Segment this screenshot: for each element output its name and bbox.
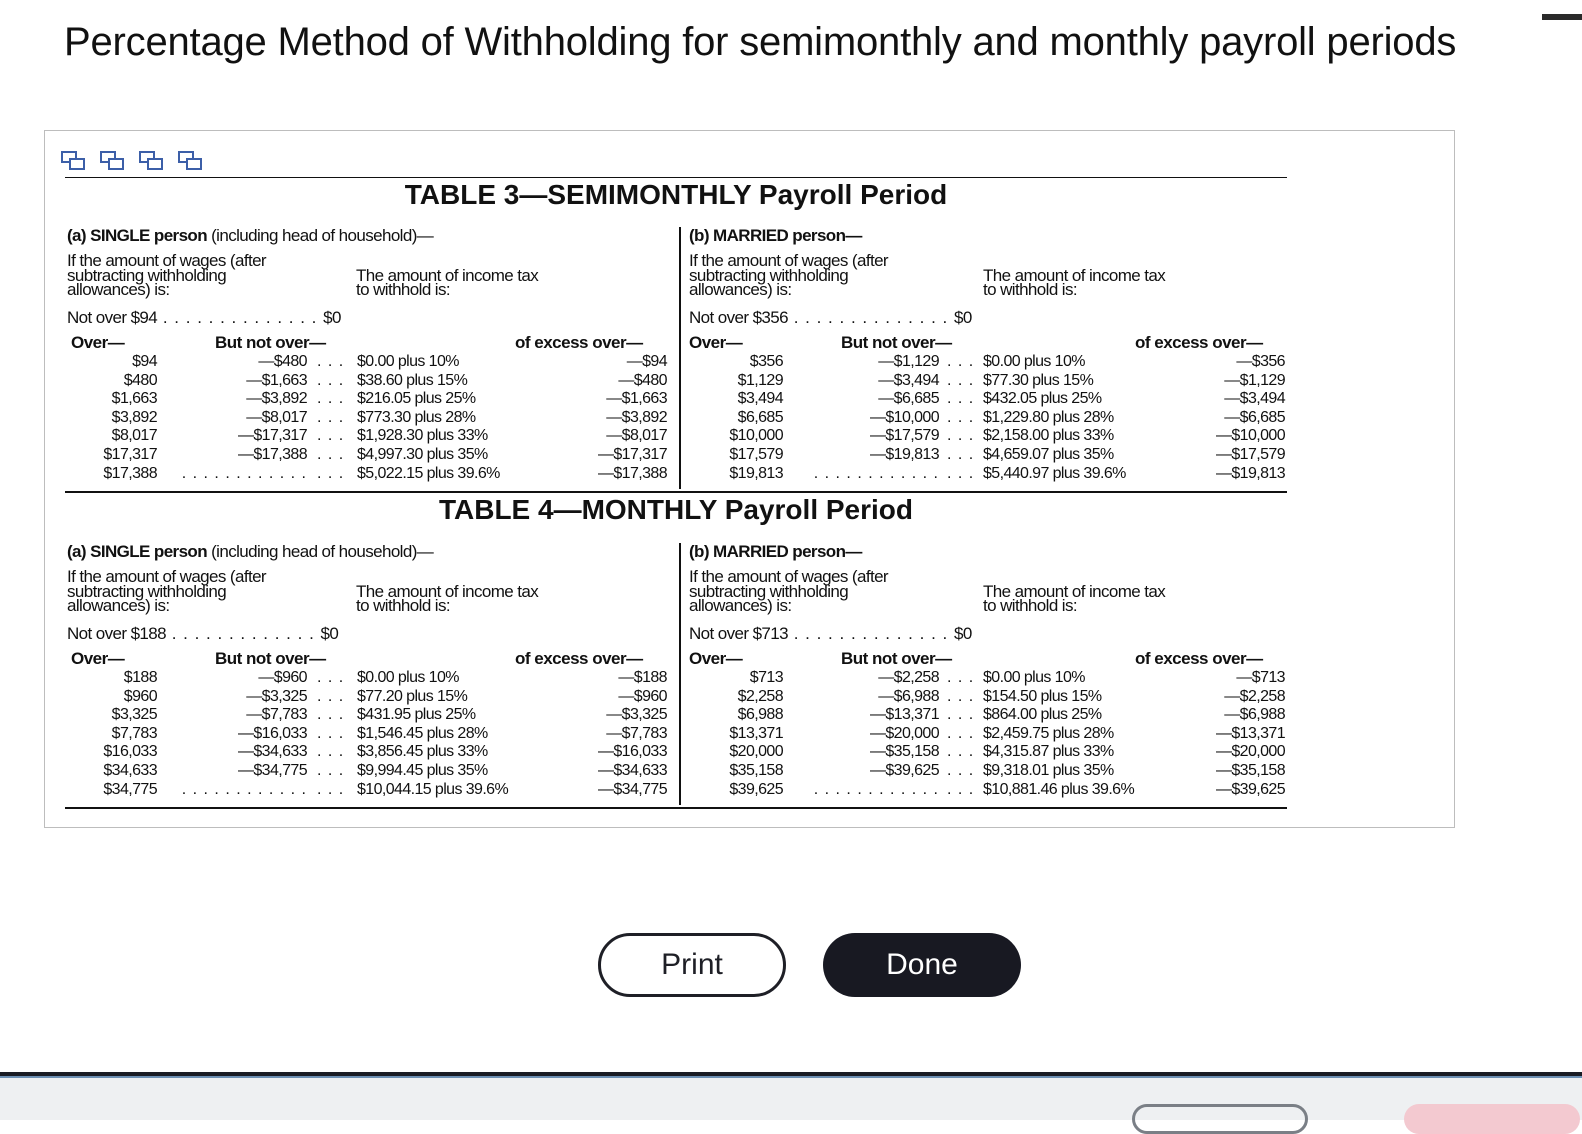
popout-icon[interactable] xyxy=(100,151,126,173)
wages-label-l2: subtracting withholding xyxy=(689,266,849,285)
table3-bottom-rule xyxy=(65,491,1287,493)
single-heading: (a) SINGLE person (including head of household)— xyxy=(67,226,434,245)
col-over-header: Over— xyxy=(689,649,743,668)
wages-label-l2: subtracting withholding xyxy=(67,266,227,285)
excess-column: —$713 —$2,258 —$6,988 —$13,371 —$20,000 —$35,158 —$39,625 xyxy=(1215,669,1285,798)
tax-label-l2: to withhold is: xyxy=(356,280,450,299)
tax-column: $0.00 plus 10% $77.20 plus 15% $431.95 plus 25% $1,546.45 plus 28% $3,856.45 plus 33% $9,994.45 plus 35% $10,044.15 plus 39.6% xyxy=(357,669,509,798)
col-excess-header: of excess over— xyxy=(1135,649,1263,668)
excess-column: —$94 —$480 —$1,663 —$3,892 —$8,017 —$17,317 —$17,388 xyxy=(597,353,667,482)
col-but-header: But not over— xyxy=(215,649,326,668)
done-button[interactable]: Done xyxy=(823,933,1021,997)
footer-button-secondary[interactable] xyxy=(1132,1104,1308,1134)
table3-section xyxy=(65,227,1287,489)
footer-bar xyxy=(0,1078,1582,1120)
tax-column: $0.00 plus 10% $77.30 plus 15% $432.05 plus 25% $1,229.80 plus 28% $2,158.00 plus 33% $4,659.07 plus 35% $5,440.97 plus 39.6% xyxy=(983,353,1126,482)
not-over-row: Not over $356 . . . . . . . . . . . . . . $0 xyxy=(689,308,972,327)
table3-single: (a) SINGLE person (including head of household)— If the amount of wages (after subtracting withholding allowances) is: The amount of income tax to withhold is: Not over $94 . . . . . . . . . . . . . . $0 Over— But not over— of excess over— $94 $480 $1,663 $3,892 $8,017 $17,317 $17,388 —$480 —$1,663 —$3,892 —$8,017 —$17,317 —$17,388 . . . . . . . . . . . . . . . . . . . . . . . . . . . . . . . . . $0.00 plus 10% $38.60 plus 15% $216.05 plus 25% $773.30 plus 28% $1,928.30 plus 33% $4,997.30 plus 35% $5,022.15 plus 39.6% —$94 —$480 —$1,663 —$3,892 —$8,017 —$17,317 —$17,388 xyxy=(67,226,667,482)
tax-label-l1: The amount of income tax xyxy=(356,266,539,285)
top-rule xyxy=(65,177,1287,178)
excess-column: —$188 —$960 —$3,325 —$7,783 —$16,033 —$34,633 —$34,775 xyxy=(597,669,667,798)
wages-label-l3: allowances) is: xyxy=(67,280,170,299)
not-over-row: Not over $94 . . . . . . . . . . . . . . $0 xyxy=(67,308,341,327)
but-column: —$480 —$1,663 —$3,892 —$8,017 —$17,317 —$17,388 . . . . . . . . . . . . xyxy=(181,353,307,482)
wages-label-l1: If the amount of wages (after xyxy=(67,567,266,586)
married-heading: (b) MARRIED person— xyxy=(689,226,862,245)
over-column: $188 $960 $3,325 $7,783 $16,033 $34,633 $34,775 xyxy=(103,669,157,798)
table4-section xyxy=(65,543,1287,805)
wages-label-l1: If the amount of wages (after xyxy=(689,251,888,270)
col-but-header: But not over— xyxy=(841,333,952,352)
tax-label-l1: The amount of income tax xyxy=(983,266,1166,285)
table3-title: TABLE 3—SEMIMONTHLY Payroll Period xyxy=(404,179,948,210)
table3-married: (b) MARRIED person— If the amount of wages (after subtracting withholding allowances) is: The amount of income tax to withhold is: Not over $356 . . . . . . . . . . . . . . $0 Over— But not over— of excess over— $356 $1,129 $3,494 $6,685 $10,000 $17,579 $19,813 —$1,129 —$3,494 —$6,685 —$10,000 —$17,579 —$19,813 . . . . . . . . . . . . . . . . . . . . . . . . . . . . . . . . . $0.00 plus 10% $77.30 plus 15% $432.05 plus 25% $1,229.80 plus 28% $2,158.00 plus 33% $4,659.07 plus 35% $5,440.97 plus 39.6% —$356 —$1,129 —$3,494 —$6,685 —$10,000 —$17,579 —$19,813 xyxy=(679,227,1287,489)
wages-label-l3: allowances) is: xyxy=(689,280,792,299)
tax-label-l1: The amount of income tax xyxy=(983,582,1166,601)
wages-label-l1: If the amount of wages (after xyxy=(689,567,888,586)
single-heading: (a) SINGLE person (including head of household)— xyxy=(67,542,434,561)
col-over-header: Over— xyxy=(689,333,743,352)
table4-title: TABLE 4—MONTHLY Payroll Period xyxy=(438,494,914,525)
but-column: —$1,129 —$3,494 —$6,685 —$10,000 —$17,579 —$19,813 . . . . . . . . . . . . xyxy=(813,353,939,482)
married-heading: (b) MARRIED person— xyxy=(689,542,862,561)
wages-label-l2: subtracting withholding xyxy=(67,582,227,601)
table4-bottom-rule xyxy=(65,807,1287,809)
popout-icon[interactable] xyxy=(178,151,204,173)
corner-mark xyxy=(1542,14,1582,20)
col-excess-header: of excess over— xyxy=(515,333,643,352)
tax-label-l1: The amount of income tax xyxy=(356,582,539,601)
over-column: $94 $480 $1,663 $3,892 $8,017 $17,317 $17,388 xyxy=(103,353,157,482)
print-button[interactable]: Print xyxy=(598,933,786,997)
tax-label-l2: to withhold is: xyxy=(983,280,1077,299)
wages-label-l1: If the amount of wages (after xyxy=(67,251,266,270)
page-title: Percentage Method of Withholding for semimonthly and monthly payroll periods xyxy=(64,20,1457,64)
table4-single: (a) SINGLE person (including head of household)— If the amount of wages (after subtracting withholding allowances) is: The amount of income tax to withhold is: Not over $188 . . . . . . . . . . . . . $0 Over— But not over— of excess over— $188 $960 $3,325 $7,783 $16,033 $34,633 $34,775 —$960 —$3,325 —$7,783 —$16,033 —$34,633 —$34,775 . . . . . . . . . . . . . . . . . . . . . . . . . . . . . . . . . $0.00 plus 10% $77.20 plus 15% $431.95 plus 25% $1,546.45 plus 28% $3,856.45 plus 33% $9,994.45 plus 35% $10,044.15 plus 39.6% —$188 —$960 —$3,325 —$7,783 —$16,033 —$34,633 —$34,775 xyxy=(67,542,667,798)
col-over-header: Over— xyxy=(71,649,125,668)
col-but-header: But not over— xyxy=(215,333,326,352)
over-column: $356 $1,129 $3,494 $6,685 $10,000 $17,579 $19,813 xyxy=(729,353,783,482)
but-column: —$2,258 —$6,988 —$13,371 —$20,000 —$35,158 —$39,625 . . . . . . . . . . . . xyxy=(813,669,939,798)
col-but-header: But not over— xyxy=(841,649,952,668)
tax-column: $0.00 plus 10% $38.60 plus 15% $216.05 plus 25% $773.30 plus 28% $1,928.30 plus 33% $4,997.30 plus 35% $5,022.15 plus 39.6% xyxy=(357,353,500,482)
table4-married: (b) MARRIED person— If the amount of wages (after subtracting withholding allowances) is: The amount of income tax to withhold is: Not over $713 . . . . . . . . . . . . . . $0 Over— But not over— of excess over— $713 $2,258 $6,988 $13,371 $20,000 $35,158 $39,625 —$2,258 —$6,988 —$13,371 —$20,000 —$35,158 —$39,625 . . . . . . . . . . . . . . . . . . . . . . . . . . . . . . . . . $0.00 plus 10% $154.50 plus 15% $864.00 plus 25% $2,459.75 plus 28% $4,315.87 plus 33% $9,318.01 plus 35% $10,881.46 plus 39.6% —$713 —$2,258 —$6,988 —$13,371 —$20,000 —$35,158 —$39,625 xyxy=(679,543,1287,805)
but-column: —$960 —$3,325 —$7,783 —$16,033 —$34,633 —$34,775 . . . . . . . . . . . . xyxy=(181,669,307,798)
excess-column: —$356 —$1,129 —$3,494 —$6,685 —$10,000 —$17,579 —$19,813 xyxy=(1215,353,1285,482)
col-over-header: Over— xyxy=(71,333,125,352)
tax-column: $0.00 plus 10% $154.50 plus 15% $864.00 plus 25% $2,459.75 plus 28% $4,315.87 plus 33% $9,318.01 plus 35% $10,881.46 plus 39.6% xyxy=(983,669,1135,798)
over-column: $713 $2,258 $6,988 $13,371 $20,000 $35,158 $39,625 xyxy=(729,669,783,798)
wages-label-l2: subtracting withholding xyxy=(689,582,849,601)
image-toolbar xyxy=(61,151,204,173)
col-excess-header: of excess over— xyxy=(515,649,643,668)
tax-label-l2: to withhold is: xyxy=(983,596,1077,615)
col-excess-header: of excess over— xyxy=(1135,333,1263,352)
popout-icon[interactable] xyxy=(139,151,165,173)
not-over-row: Not over $188 . . . . . . . . . . . . . $0 xyxy=(67,624,339,643)
footer-button-primary[interactable] xyxy=(1404,1104,1580,1134)
not-over-row: Not over $713 . . . . . . . . . . . . . . $0 xyxy=(689,624,972,643)
tax-label-l2: to withhold is: xyxy=(356,596,450,615)
tax-table-image xyxy=(44,130,1455,828)
wages-label-l3: allowances) is: xyxy=(689,596,792,615)
popout-icon[interactable] xyxy=(61,151,87,173)
wages-label-l3: allowances) is: xyxy=(67,596,170,615)
